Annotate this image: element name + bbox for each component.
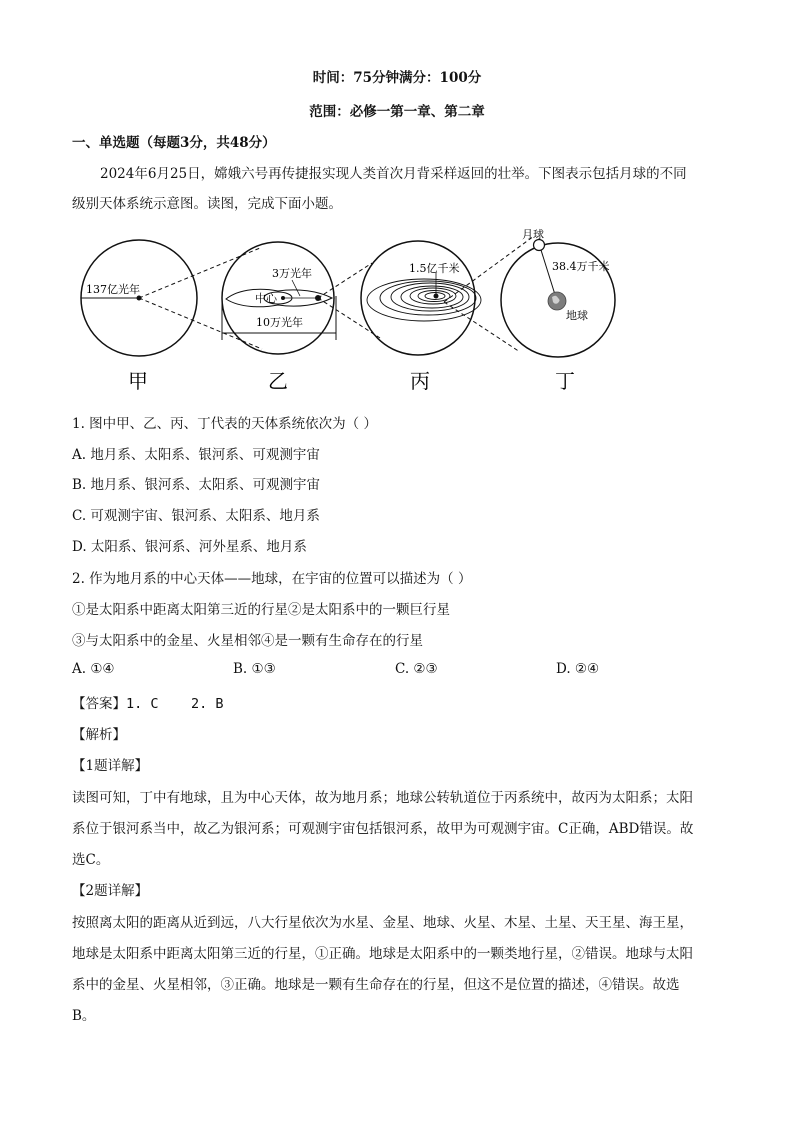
detail-2-line-1: 按照离太阳的距离从近到远，八大行星依次为水星、金星、地球、火星、木星、土星、天王星、海王星， bbox=[72, 915, 693, 931]
detail-1-line-1: 读图可知，丁中有地球，且为中心天体，故为地月系；地球公转轨道位于丙系统中，故丙为太阳系；太阳 bbox=[72, 790, 693, 806]
q1-option-a: A. 地月系、太阳系、银河系、可观测宇宙 bbox=[72, 447, 320, 463]
detail-2-line-2: 地球是太阳系中距离太阳第三近的行星，①正确。地球是太阳系中的一颗类地行星，②错误。地球与太阳 bbox=[72, 946, 693, 962]
detail-2-line-4: B。 bbox=[72, 1008, 96, 1024]
detail-2-tag: 【2题详解】 bbox=[72, 883, 149, 899]
jia-distance-label: 137亿光年 bbox=[86, 283, 140, 296]
circle-bing bbox=[361, 241, 475, 355]
bing-sun-dot bbox=[434, 294, 439, 299]
detail-1-line-2: 系位于银河系当中，故乙为银河系；可观测宇宙包括银河系，故甲为可观测宇宙。C正确，ABD错误。故 bbox=[72, 821, 694, 837]
q1-stem: 1. 图中甲、乙、丙、丁代表的天体系统依次为（ ） bbox=[72, 416, 377, 432]
bing-distance-label: 1.5亿千米 bbox=[409, 262, 460, 275]
figure-label-ding: 丁 bbox=[555, 369, 575, 393]
intro-line-2: 级别天体系统示意图。读图，完成下面小题。 bbox=[72, 196, 342, 212]
moon-icon bbox=[534, 240, 545, 251]
detail-1-line-3: 选C。 bbox=[72, 852, 110, 868]
q2-statement-line-1: ①是太阳系中距离太阳第三近的行星②是太阳系中的一颗巨行星 bbox=[72, 602, 450, 618]
q2-option-c: C. ②③ bbox=[395, 661, 438, 677]
section-title: 一、单选题（每题3分，共48分） bbox=[72, 135, 276, 151]
yi-3wan-label: 3万光年 bbox=[272, 267, 312, 280]
q1-option-d: D. 太阳系、银河系、河外星系、地月系 bbox=[72, 539, 307, 555]
q2-option-a: A. ①④ bbox=[72, 661, 115, 677]
ding-moon-label: 月球 bbox=[522, 228, 544, 241]
answer-line bbox=[72, 692, 224, 712]
ding-distance-label: 38.4万千米 bbox=[552, 260, 610, 273]
exam-scope-line: 范围：必修一第一章、第二章 bbox=[309, 104, 485, 120]
answer-tag: 【答案】 bbox=[72, 696, 126, 712]
yi-10wan-label: 10万光年 bbox=[256, 316, 303, 329]
yi-center-label: 中心 bbox=[255, 292, 277, 305]
q2-option-d: D. ②④ bbox=[556, 661, 600, 677]
q2-statement-line-2: ③与太阳系中的金星、火星相邻④是一颗有生命存在的行星 bbox=[72, 633, 423, 649]
figure-label-jia: 甲 bbox=[128, 369, 148, 393]
detail-2-line-3: 系中的金星、火星相邻，③正确。地球是一颗有生命存在的行星，但这不是位置的描述，④错误。故选 bbox=[72, 977, 680, 993]
intro-line-1: 2024年6月25日，嫦娥六号再传捷报实现人类首次月背采样返回的壮举。下图表示包括月球的不同 bbox=[100, 166, 687, 182]
figure-label-bing: 丙 bbox=[410, 369, 430, 393]
ding-earth-label: 地球 bbox=[566, 309, 588, 322]
q1-option-c: C. 可观测宇宙、银河系、太阳系、地月系 bbox=[72, 508, 320, 524]
answer-value: 1. C 2. B bbox=[126, 696, 224, 712]
figure-label-yi: 乙 bbox=[268, 369, 288, 393]
detail-1-tag: 【1题详解】 bbox=[72, 758, 149, 774]
connector-yi-bing-bottom bbox=[318, 298, 380, 338]
exam-time-line: 时间：75分钟满分：100分 bbox=[312, 70, 482, 86]
yi-pointer-line bbox=[292, 280, 300, 296]
q2-option-b: B. ①③ bbox=[233, 661, 276, 677]
analysis-tag: 【解析】 bbox=[72, 727, 126, 743]
q2-stem: 2. 作为地月系的中心天体——地球，在宇宙的位置可以描述为（ ） bbox=[72, 571, 472, 587]
q1-option-b: B. 地月系、银河系、太阳系、可观测宇宙 bbox=[72, 477, 321, 493]
celestial-systems-figure bbox=[0, 218, 794, 398]
